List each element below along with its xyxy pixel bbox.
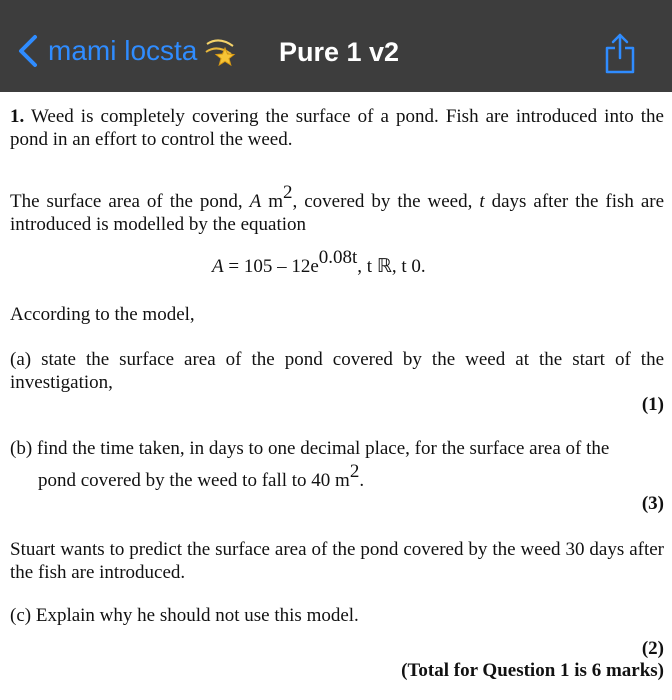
part-c: (c) Explain why he should not use this model. [10,605,359,626]
part-c-marks: (2) [641,638,664,659]
eq-exponent: 0.08t [318,247,358,268]
part-a-marks: (1) [641,394,664,415]
model-equation [212,247,426,278]
eq-rhs: = 105 – 12e [223,256,319,277]
page-title: Pure 1 v2 [279,37,400,67]
model-text-3: days after the fish are introduced is modelled by the equation [10,191,665,235]
part-b-power: 2 [349,461,360,482]
part-b-end: . [359,470,365,491]
eq-lhs: A [212,256,224,277]
question-body [10,100,664,236]
unit-m: m [268,191,284,212]
model-text-1: The surface area of the pond, [10,191,243,212]
eq-domain: , t ℝ, t 0. [357,256,426,277]
stuart-text: Stuart wants to predict the surface area of the pond covered by the weed 30 days after the fish are introduced. [10,539,664,583]
intro-text: Weed is completely covering the surface of a pond. Fish are introduced into the pond in an effort to control the weed. [10,106,664,150]
model-description [10,182,665,236]
back-label: mami locsta [48,35,198,66]
back-button[interactable] [16,34,237,68]
according-text: According to the model, [10,304,195,325]
chevron-left-icon [16,34,40,68]
model-text-2: , covered by the weed, [292,191,473,212]
part-b-line2 [38,461,365,492]
var-a: A [249,191,262,212]
dizzy-star-icon [203,34,237,68]
part-a: (a) state the surface area of the pond covered by the weed at the start of the investigation, [10,349,664,393]
part-b-text: pond covered by the weed to fall to 40 m [38,470,350,491]
share-icon[interactable] [603,32,637,74]
question-number: 1. [10,106,25,127]
part-b-marks: (3) [641,493,664,514]
nav-bar [0,0,672,92]
total-marks: (Total for Question 1 is 6 marks) [401,660,664,681]
var-t: t [479,191,485,212]
part-b-line1: (b) find the time taken, in days to one decimal place, for the surface area of the [10,438,610,459]
question-intro [10,105,664,151]
unit-power: 2 [283,182,293,203]
